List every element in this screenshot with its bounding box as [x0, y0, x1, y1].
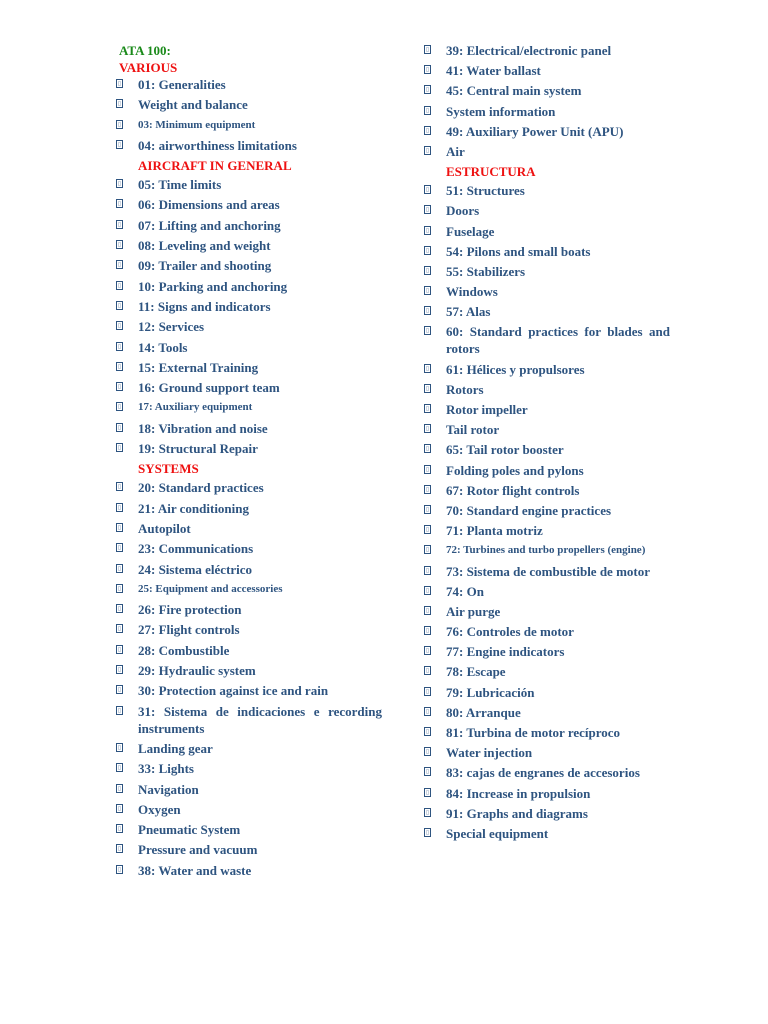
- list-item-label: 31: Sistema de indicaciones e recording instruments: [138, 703, 382, 736]
- bullet-box-icon: [116, 865, 123, 874]
- bullet-box-icon: [116, 99, 123, 108]
- list-item: [116, 781, 382, 798]
- bullet-box-icon: [424, 747, 431, 756]
- list-item: [116, 662, 382, 679]
- list-item: [116, 96, 382, 113]
- list-item: [424, 62, 670, 79]
- bullet-box-icon: [116, 301, 123, 310]
- bullet-box-icon: [424, 828, 431, 837]
- bullet-box-icon: [424, 545, 431, 554]
- list-item: [424, 182, 670, 199]
- list-item-label: Rotors: [446, 381, 484, 397]
- bullet-box-icon: [116, 362, 123, 371]
- bullet-box-icon: [424, 326, 431, 335]
- list-item-label: Landing gear: [138, 740, 213, 756]
- list-item-label: 67: Rotor flight controls: [446, 482, 580, 498]
- bullet-box-icon: [424, 606, 431, 615]
- list-item: [116, 682, 382, 699]
- list-item: [116, 841, 382, 858]
- list-item-label: 29: Hydraulic system: [138, 663, 256, 679]
- list-item: [116, 379, 382, 396]
- list-item-label: 06: Dimensions and areas: [138, 197, 280, 213]
- list-item: [116, 500, 382, 517]
- list-item-label: 18: Vibration and noise: [138, 420, 268, 436]
- bullet-box-icon: [424, 485, 431, 494]
- list-item-label: 83: cajas de engranes de accesorios: [446, 765, 640, 781]
- list-item-label: 38: Water and waste: [138, 862, 252, 878]
- list-item-label: 81: Turbina de motor recíproco: [446, 725, 621, 740]
- list-item-label: 27: Flight controls: [138, 622, 240, 638]
- list-item-label: 24: Sistema eléctrico: [138, 561, 253, 577]
- list-item: [116, 440, 382, 457]
- list-item-label: System information: [446, 103, 556, 119]
- list-item: [424, 243, 670, 260]
- list-item-label: 19: Structural Repair: [138, 441, 258, 457]
- list-item: [116, 278, 382, 295]
- list-item: [424, 825, 670, 842]
- list-item: [424, 542, 670, 559]
- bullet-box-icon: [424, 767, 431, 776]
- list-item: [116, 801, 382, 818]
- list-item: [424, 583, 670, 600]
- list-item: [424, 441, 670, 458]
- list-item-label: 76: Controles de motor: [446, 624, 574, 640]
- list-item-label: 16: Ground support team: [138, 380, 280, 396]
- list-item-label: 21: Air conditioning: [138, 500, 250, 516]
- bullet-box-icon: [424, 146, 431, 155]
- bullet-box-icon: [116, 584, 123, 593]
- list-item: [116, 821, 382, 838]
- list-item-label: 77: Engine indicators: [446, 644, 565, 660]
- bullet-box-icon: [116, 382, 123, 391]
- list-item: [116, 642, 382, 659]
- list-item-label: 65: Tail rotor booster: [446, 442, 564, 458]
- bullet-box-icon: [116, 482, 123, 491]
- bullet-box-icon: [116, 743, 123, 752]
- document-title: ATA 100:: [119, 43, 171, 58]
- list-item: [424, 805, 670, 822]
- list-item: [424, 785, 670, 802]
- list-item: [116, 862, 382, 879]
- list-item-label: 80: Arranque: [446, 704, 521, 720]
- bullet-box-icon: [424, 646, 431, 655]
- list-item-label: Weight and balance: [138, 97, 248, 113]
- list-item-label: 41: Water ballast: [446, 63, 541, 79]
- bullet-box-icon: [116, 523, 123, 532]
- list-item-label: 73: Sistema de combustible de motor: [446, 563, 651, 579]
- list-item: [424, 563, 670, 580]
- list-item-label: 25: Equipment and accessories: [138, 582, 283, 595]
- list-item: [424, 421, 670, 438]
- bullet-box-icon: [116, 604, 123, 613]
- list-item: [424, 623, 670, 640]
- list-item: [424, 522, 670, 539]
- list-item-label: 60: Standard practices for blades and rotors: [446, 324, 670, 357]
- bullet-box-icon: [116, 179, 123, 188]
- bullet-box-icon: [116, 645, 123, 654]
- list-item-label: 91: Graphs and diagrams: [446, 805, 588, 821]
- list-item: [116, 339, 382, 356]
- list-item-label: Doors: [446, 203, 480, 219]
- bullet-box-icon: [424, 444, 431, 453]
- bullet-box-icon: [116, 665, 123, 674]
- list-item: [424, 123, 670, 140]
- left-column: [116, 42, 382, 882]
- bullet-box-icon: [116, 240, 123, 249]
- list-item-label: Windows: [446, 284, 498, 300]
- list-item-label: 74: On: [446, 583, 484, 599]
- list-item-label: 23: Communications: [138, 541, 254, 557]
- list-item-label: Special equipment: [446, 825, 549, 841]
- bullet-box-icon: [116, 342, 123, 351]
- list-item-label: 05: Time limits: [138, 177, 222, 193]
- bullet-box-icon: [424, 687, 431, 696]
- bullet-box-icon: [424, 586, 431, 595]
- section-heading-systems: SYSTEMS: [138, 461, 199, 477]
- list-item: [424, 482, 670, 499]
- list-item-label: 01: Generalities: [138, 77, 226, 92]
- bullet-box-icon: [116, 844, 123, 853]
- list-item: [424, 603, 670, 620]
- list-item-label: Autopilot: [138, 520, 191, 536]
- section-heading-aircraft-in-general: AIRCRAFT IN GENERAL: [138, 158, 292, 174]
- bullet-box-icon: [424, 808, 431, 817]
- list-item: [424, 744, 670, 761]
- list-item-label: 78: Escape: [446, 664, 506, 680]
- bullet-box-icon: [424, 727, 431, 736]
- list-item: [424, 103, 670, 120]
- bullet-box-icon: [424, 525, 431, 534]
- list-item-label: 12: Services: [138, 319, 205, 335]
- list-item-label: Pneumatic System: [138, 822, 241, 838]
- list-item: [116, 196, 382, 213]
- bullet-box-icon: [116, 220, 123, 229]
- list-item: [116, 237, 382, 254]
- list-item: [116, 740, 382, 757]
- list-item: [116, 520, 382, 537]
- list-item: [116, 318, 382, 335]
- bullet-box-icon: [116, 140, 123, 149]
- list-item-label: 10: Parking and anchoring: [138, 278, 288, 294]
- list-item: [116, 217, 382, 234]
- list-item: [116, 581, 382, 598]
- bullet-box-icon: [116, 784, 123, 793]
- list-item: [116, 117, 382, 134]
- list-item-label: 49: Auxiliary Power Unit (APU): [446, 123, 624, 139]
- list-item: [116, 561, 382, 578]
- list-item: [424, 663, 670, 680]
- bullet-box-icon: [424, 106, 431, 115]
- list-item: [424, 502, 670, 519]
- bullet-box-icon: [116, 624, 123, 633]
- bullet-box-icon: [116, 564, 123, 573]
- bullet-box-icon: [424, 286, 431, 295]
- list-item-label: 07: Lifting and anchoring: [138, 217, 281, 233]
- list-item: [116, 359, 382, 376]
- bullet-box-icon: [424, 266, 431, 275]
- list-item-label: 14: Tools: [138, 339, 188, 355]
- list-item-label: 72: Turbines and turbo propellers (engine): [446, 544, 646, 557]
- section-heading-estructura: ESTRUCTURA: [446, 164, 536, 180]
- list-item: [116, 479, 382, 496]
- bullet-box-icon: [116, 281, 123, 290]
- bullet-box-icon: [116, 543, 123, 552]
- bullet-box-icon: [424, 85, 431, 94]
- list-item-label: Pressure and vacuum: [138, 842, 258, 858]
- list-item-label: 70: Standard engine practices: [446, 502, 612, 518]
- bullet-box-icon: [116, 443, 123, 452]
- list-item: [424, 643, 670, 660]
- bullet-box-icon: [424, 566, 431, 575]
- list-item-label: Navigation: [138, 781, 199, 797]
- bullet-box-icon: [424, 424, 431, 433]
- list-item: [424, 764, 670, 781]
- list-item-label: 39: Electrical/electronic panel: [446, 43, 612, 58]
- list-item: [116, 540, 382, 557]
- list-item-label: 45: Central main system: [446, 83, 582, 99]
- list-item-label: 17: Auxiliary equipment: [138, 401, 253, 414]
- list-item-label: Air: [446, 143, 465, 159]
- bullet-box-icon: [424, 666, 431, 675]
- list-item-label: 51: Structures: [446, 183, 525, 199]
- list-item-label: 03: Minimum equipment: [138, 118, 256, 131]
- bullet-box-icon: [424, 246, 431, 255]
- bullet-box-icon: [424, 404, 431, 413]
- list-item: [424, 724, 670, 741]
- list-item-label: 84: Increase in propulsion: [446, 785, 591, 801]
- list-item-label: 55: Stabilizers: [446, 263, 526, 279]
- bullet-box-icon: [424, 707, 431, 716]
- bullet-box-icon: [424, 364, 431, 373]
- list-item-label: Rotor impeller: [446, 402, 528, 417]
- list-item: [116, 257, 382, 274]
- bullet-box-icon: [424, 45, 431, 54]
- bullet-box-icon: [424, 788, 431, 797]
- list-item: [116, 703, 382, 737]
- list-item: [424, 283, 670, 300]
- bullet-box-icon: [116, 402, 123, 411]
- list-item-label: 61: Hélices y propulsores: [446, 361, 585, 377]
- list-item: [424, 143, 670, 160]
- list-item: [424, 381, 670, 398]
- bullet-box-icon: [116, 423, 123, 432]
- bullet-box-icon: [116, 763, 123, 772]
- list-item: [116, 76, 382, 93]
- list-item-label: 71: Planta motriz: [446, 523, 543, 539]
- list-item: [116, 420, 382, 437]
- bullet-box-icon: [116, 503, 123, 512]
- list-item-label: 15: External Training: [138, 359, 259, 375]
- right-column: [424, 42, 670, 845]
- bullet-box-icon: [424, 65, 431, 74]
- bullet-box-icon: [424, 226, 431, 235]
- list-item-label: Folding poles and pylons: [446, 462, 584, 478]
- right-list: [424, 42, 670, 842]
- bullet-box-icon: [424, 384, 431, 393]
- bullet-box-icon: [116, 706, 123, 715]
- list-item-label: Fuselage: [446, 223, 495, 239]
- list-item-label: 54: Pilons and small boats: [446, 243, 591, 259]
- bullet-box-icon: [116, 685, 123, 694]
- list-item-label: 20: Standard practices: [138, 480, 264, 496]
- list-item: [424, 323, 670, 357]
- list-item: [424, 401, 670, 418]
- list-item: [424, 223, 670, 240]
- list-item: [424, 82, 670, 99]
- list-item-label: Tail rotor: [446, 422, 500, 438]
- left-list: [116, 59, 382, 879]
- bullet-box-icon: [424, 505, 431, 514]
- list-item: [424, 263, 670, 280]
- bullet-box-icon: [116, 79, 123, 88]
- list-item: [424, 704, 670, 721]
- list-item: [116, 760, 382, 777]
- list-item-label: Water injection: [446, 745, 533, 761]
- list-item: [424, 361, 670, 378]
- section-heading-various: VARIOUS: [119, 60, 178, 75]
- list-item-label: 57: Alas: [446, 304, 491, 320]
- bullet-box-icon: [116, 260, 123, 269]
- bullet-box-icon: [116, 120, 123, 129]
- list-item-label: Air purge: [446, 603, 501, 619]
- list-item: [424, 42, 670, 59]
- bullet-box-icon: [424, 126, 431, 135]
- bullet-box-icon: [116, 804, 123, 813]
- list-item-label: 04: airworthiness limitations: [138, 137, 297, 153]
- bullet-box-icon: [116, 824, 123, 833]
- list-item-label: 09: Trailer and shooting: [138, 258, 272, 274]
- list-item: [116, 621, 382, 638]
- bullet-box-icon: [116, 321, 123, 330]
- list-item: [116, 137, 382, 154]
- list-item: [424, 684, 670, 701]
- bullet-box-icon: [424, 185, 431, 194]
- bullet-box-icon: [424, 626, 431, 635]
- list-item-label: 11: Signs and indicators: [138, 298, 271, 314]
- list-item: [116, 298, 382, 315]
- list-item-label: 79: Lubricación: [446, 684, 535, 700]
- bullet-box-icon: [424, 306, 431, 315]
- list-item-label: 33: Lights: [138, 761, 194, 777]
- bullet-box-icon: [116, 199, 123, 208]
- list-item: [116, 399, 382, 416]
- list-item: [116, 601, 382, 618]
- list-item-label: 08: Leveling and weight: [138, 238, 271, 254]
- list-item-label: 26: Fire protection: [138, 602, 242, 618]
- list-item-label: 28: Combustible: [138, 642, 230, 658]
- list-item: [424, 303, 670, 320]
- list-item: [424, 202, 670, 219]
- list-item: [424, 462, 670, 479]
- list-item-label: Oxygen: [138, 801, 181, 817]
- list-item-label: 30: Protection against ice and rain: [138, 683, 329, 699]
- bullet-box-icon: [424, 205, 431, 214]
- list-item: [116, 176, 382, 193]
- bullet-box-icon: [424, 465, 431, 474]
